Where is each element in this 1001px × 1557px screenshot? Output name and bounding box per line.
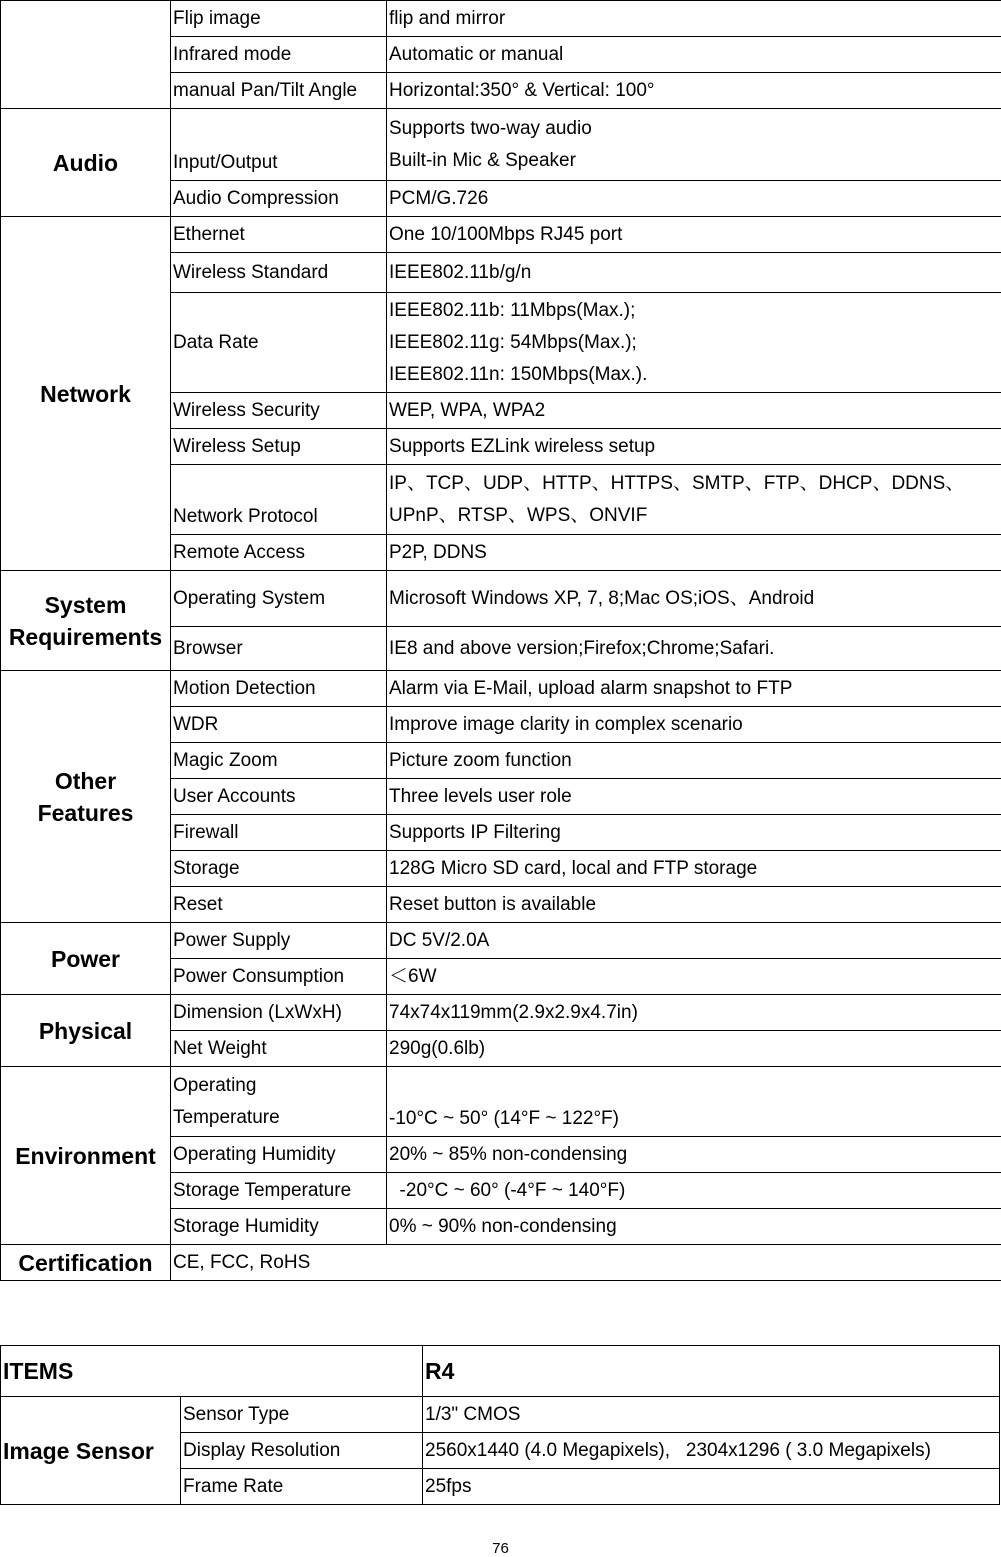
spec-value-line: IEEE802.11n: 150Mbps(Max.).	[389, 363, 648, 385]
spec-label: User Accounts	[171, 779, 387, 815]
spec-label: Storage Temperature	[171, 1173, 387, 1209]
spec-label: Ethernet	[171, 217, 387, 253]
spec-value: Horizontal:350° & Vertical: 100°	[387, 73, 1001, 109]
spec-label: manual Pan/Tilt Angle	[171, 73, 387, 109]
spec-value: 1/3" CMOS	[423, 1397, 1000, 1433]
spec-value: 25fps	[423, 1469, 1000, 1505]
spec-label: Data Rate	[171, 293, 387, 393]
spec-value: Automatic or manual	[387, 37, 1001, 73]
header-items: ITEMS	[1, 1346, 423, 1397]
category-power: Power	[1, 923, 171, 995]
spec-value: 128G Micro SD card, local and FTP storage	[387, 851, 1001, 887]
category-image-sensor: Image Sensor	[1, 1397, 181, 1505]
spec-value: ＜6W	[387, 959, 1001, 995]
spec-value: Supports IP Filtering	[387, 815, 1001, 851]
category-line: Other	[54, 767, 117, 794]
spec-value: IE8 and above version;Firefox;Chrome;Safari.	[387, 627, 1001, 671]
spec-value: Alarm via E-Mail, upload alarm snapshot to FTP	[387, 671, 1001, 707]
spec-label: Input/Output	[171, 109, 387, 181]
spec-value-line: IP、TCP、UDP、HTTP、HTTPS、SMTP、FTP、DHCP、DDNS、	[389, 472, 965, 494]
spec-label: Firewall	[171, 815, 387, 851]
spec-label: Wireless Security	[171, 393, 387, 429]
sensor-table	[0, 1345, 1000, 1505]
spec-label: Net Weight	[171, 1031, 387, 1067]
spec-label: Infrared mode	[171, 37, 387, 73]
category-other-features	[1, 671, 171, 923]
category-environment: Environment	[1, 1067, 171, 1245]
spec-value: Picture zoom function	[387, 743, 1001, 779]
category-line: Features	[37, 799, 134, 826]
spec-value: Improve image clarity in complex scenario	[387, 707, 1001, 743]
spec-label-multiline	[171, 1067, 387, 1137]
spec-label: Motion Detection	[171, 671, 387, 707]
spec-label: Audio Compression	[171, 181, 387, 217]
spec-value: 2560x1440 (4.0 Megapixels), 2304x1296 ( 3.0 Megapixels)	[423, 1433, 1000, 1469]
spec-value-multiline	[387, 109, 1001, 181]
category-audio: Audio	[1, 109, 171, 217]
spec-value: -10°C ~ 50° (14°F ~ 122°F)	[387, 1067, 1001, 1137]
spec-value: Three levels user role	[387, 779, 1001, 815]
category-line: System	[44, 591, 127, 618]
spec-value: IEEE802.11b/g/n	[387, 253, 1001, 293]
category-certification: Certification	[1, 1245, 171, 1281]
spec-value: 0% ~ 90% non-condensing	[387, 1209, 1001, 1245]
spec-label: Frame Rate	[181, 1469, 423, 1505]
spec-label: Browser	[171, 627, 387, 671]
spec-label: Operating System	[171, 571, 387, 627]
spec-label: Magic Zoom	[171, 743, 387, 779]
spec-label: WDR	[171, 707, 387, 743]
category-system-requirements	[1, 571, 171, 671]
spec-label: Network Protocol	[171, 465, 387, 535]
spec-label: Storage Humidity	[171, 1209, 387, 1245]
category-network: Network	[1, 217, 171, 571]
spec-value: WEP, WPA, WPA2	[387, 393, 1001, 429]
spec-value-line: Supports two-way audio	[389, 117, 592, 139]
spec-value-line: UPnP、RTSP、WPS、ONVIF	[389, 504, 648, 526]
spec-value: One 10/100Mbps RJ45 port	[387, 217, 1001, 253]
spec-value: flip and mirror	[387, 1, 1001, 37]
camera-category-cell	[1, 1, 171, 109]
spec-label-line: Operating	[173, 1074, 257, 1096]
spec-value: Reset button is available	[387, 887, 1001, 923]
spec-label: Wireless Setup	[171, 429, 387, 465]
spec-value: Microsoft Windows XP, 7, 8;Mac OS;iOS、Android	[387, 571, 1001, 627]
spec-value: DC 5V/2.0A	[387, 923, 1001, 959]
spec-value: 20% ~ 85% non-condensing	[387, 1137, 1001, 1173]
spec-label: Flip image	[171, 1, 387, 37]
spec-label: Wireless Standard	[171, 253, 387, 293]
category-line: Requirements	[8, 623, 163, 650]
spec-value-multiline	[387, 465, 1001, 535]
spec-label: Power Supply	[171, 923, 387, 959]
category-physical: Physical	[1, 995, 171, 1067]
header-model: R4	[423, 1346, 1000, 1397]
page-number: 76	[492, 1540, 509, 1557]
spec-value-line: Built-in Mic & Speaker	[389, 149, 576, 171]
spec-value: P2P, DDNS	[387, 535, 1001, 571]
spec-value-line: IEEE802.11g: 54Mbps(Max.);	[389, 331, 637, 353]
spec-value-line: IEEE802.11b: 11Mbps(Max.);	[389, 299, 636, 321]
spec-value: 290g(0.6lb)	[387, 1031, 1001, 1067]
spec-value: Supports EZLink wireless setup	[387, 429, 1001, 465]
spec-value-multiline	[387, 293, 1001, 393]
spec-value: PCM/G.726	[387, 181, 1001, 217]
spec-label: Storage	[171, 851, 387, 887]
spec-value: 74x74x119mm(2.9x2.9x4.7in)	[387, 995, 1001, 1031]
spec-label: Display Resolution	[181, 1433, 423, 1469]
spec-label: Remote Access	[171, 535, 387, 571]
spec-label: Dimension (LxWxH)	[171, 995, 387, 1031]
spec-value: -20°C ~ 60° (-4°F ~ 140°F)	[387, 1173, 1001, 1209]
spec-label: Operating Humidity	[171, 1137, 387, 1173]
spec-label: Power Consumption	[171, 959, 387, 995]
spec-label: Sensor Type	[181, 1397, 423, 1433]
spec-label-line: Temperature	[173, 1106, 280, 1128]
spec-value: CE, FCC, RoHS	[171, 1245, 1001, 1281]
spec-label: Reset	[171, 887, 387, 923]
